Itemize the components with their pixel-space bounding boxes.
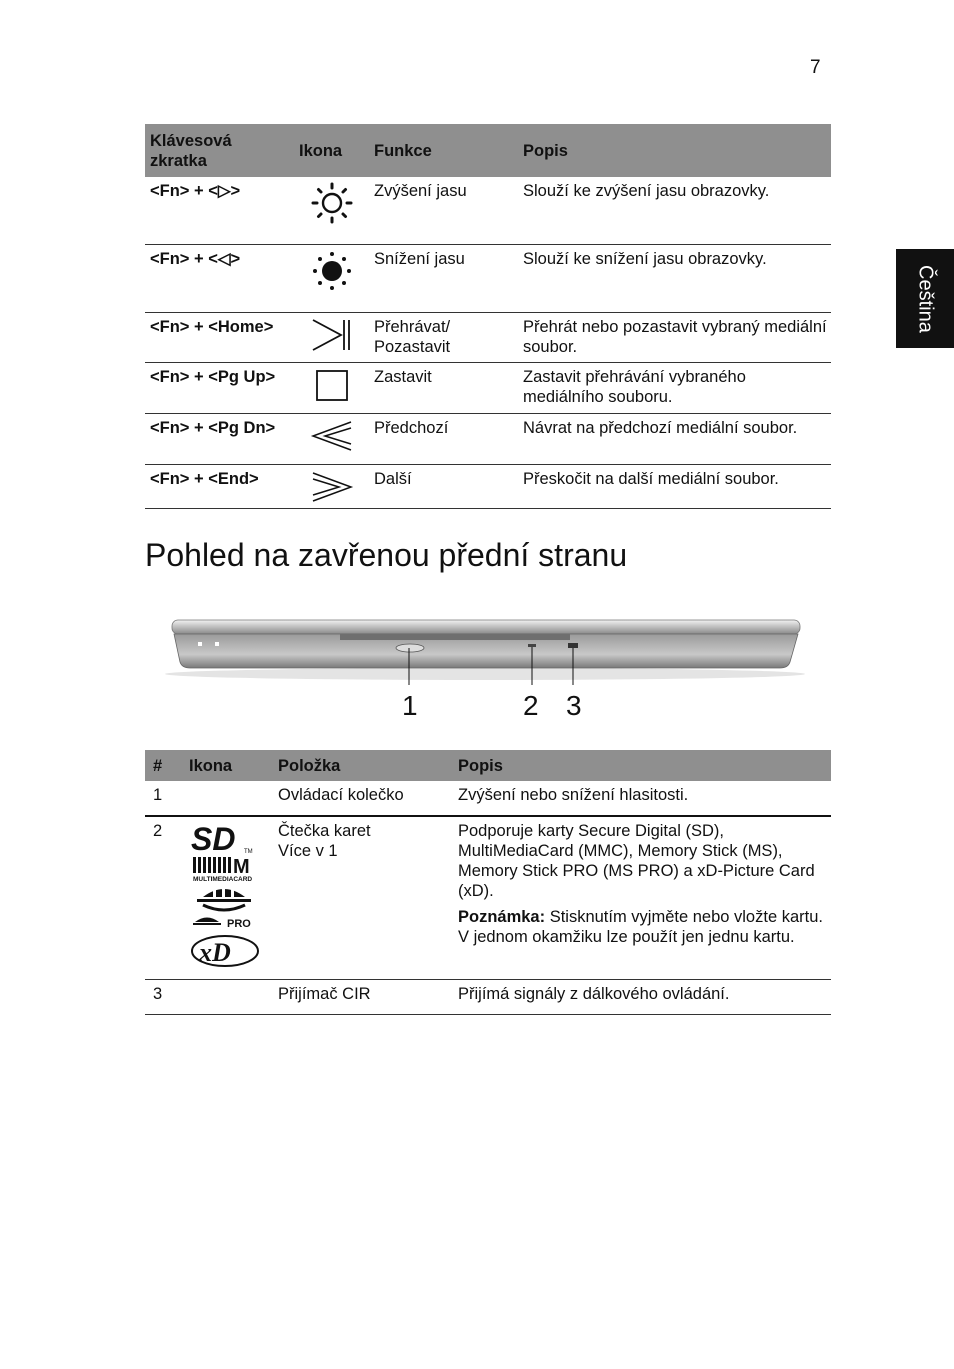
function-name: Zvýšení jasu [369, 177, 518, 244]
svg-text:xD: xD [199, 938, 231, 967]
header-number: # [145, 750, 181, 781]
table-row [145, 980, 831, 1015]
multimediacard-logo-icon [189, 855, 259, 883]
table-row [145, 816, 831, 980]
stop-icon [312, 367, 352, 403]
table-row [145, 362, 831, 413]
row-number: 3 [145, 980, 181, 1015]
svg-text:MULTIMEDIACARD: MULTIMEDIACARD [193, 876, 253, 883]
callout-3: 3 [566, 690, 582, 721]
row-number: 1 [145, 781, 181, 816]
brightness-down-icon [310, 249, 354, 293]
function-name: Snížení jasu [369, 244, 518, 312]
table-row [145, 312, 831, 362]
item-name: Čtečka karet [278, 822, 371, 840]
function-description: Přeskočit na další mediální soubor. [518, 464, 831, 508]
header-description: Popis [450, 750, 831, 781]
function-description: Slouží ke zvýšení jasu obrazovky. [518, 177, 831, 244]
header-item: Položka [270, 750, 450, 781]
svg-text:SD: SD [191, 821, 236, 855]
shortcut-table [145, 124, 831, 509]
note-label: Poznámka: [458, 908, 546, 926]
note-text: Stisknutím vyjměte nebo vložte kartu. V jednom okamžiku lze použít jen jednu kartu. [458, 908, 823, 946]
header-icon: Ikona [181, 750, 270, 781]
shortcut-keys: <Fn> + <Pg Up> [145, 362, 294, 413]
svg-text:TM: TM [244, 849, 253, 855]
sd-card-logo-icon [189, 821, 259, 855]
svg-text:M: M [233, 856, 250, 878]
item-description: Podporuje karty Secure Digital (SD), MultiMediaCard (MMC), Memory Stick (MS), Memory Stick PRO (MS PRO) a xD-Picture Card (xD). [458, 822, 815, 900]
function-description: Přehrát nebo pozastavit vybraný mediální soubor. [518, 312, 831, 362]
function-description: Slouží ke snížení jasu obrazovky. [518, 244, 831, 312]
header-description: Popis [518, 124, 831, 177]
memory-stick-pro-logo-icon [189, 913, 259, 931]
memory-stick-logo-icon [189, 883, 259, 913]
row-number: 2 [145, 816, 181, 980]
item-name: Přijímač CIR [270, 980, 450, 1015]
function-name: Přehrávat/ Pozastavit [369, 312, 518, 362]
item-description: Zvýšení nebo snížení hlasitosti. [450, 781, 831, 816]
item-description: Přijímá signály z dálkového ovládání. [450, 980, 831, 1015]
item-name-line2: Více v 1 [278, 842, 338, 860]
table-row [145, 464, 831, 508]
play-pause-icon [309, 317, 355, 353]
brightness-up-icon [310, 181, 354, 225]
table-row [145, 177, 831, 244]
shortcut-keys: <Fn> + <Home> [145, 312, 294, 362]
function-name: Další [369, 464, 518, 508]
table-row [145, 413, 831, 464]
section-title: Pohled na zavřenou přední stranu [145, 537, 628, 573]
table-row [145, 244, 831, 312]
item-name: Ovládací kolečko [270, 781, 450, 816]
ports-table-header [145, 750, 831, 781]
shortcut-keys: <Fn> + <Pg Dn> [145, 413, 294, 464]
shortcut-keys: <Fn> + <◁> [145, 244, 294, 312]
next-icon [307, 469, 357, 505]
shortcut-keys: <Fn> + <End> [145, 464, 294, 508]
callout-1: 1 [402, 690, 418, 721]
header-shortcut: Klávesová zkratka [145, 124, 294, 177]
callout-2: 2 [523, 690, 539, 721]
function-description: Návrat na předchozí mediální soubor. [518, 413, 831, 464]
header-icon: Ikona [294, 124, 369, 177]
language-tab [896, 249, 954, 348]
ports-table [145, 750, 831, 1015]
function-name: Předchozí [369, 413, 518, 464]
laptop-front-illustration [160, 610, 810, 730]
note [458, 907, 825, 947]
svg-text:PRO: PRO [227, 918, 251, 930]
previous-icon [307, 418, 357, 454]
shortcut-keys: <Fn> + <▷> [145, 177, 294, 244]
header-function: Funkce [369, 124, 518, 177]
function-description: Zastavit přehrávání vybraného mediálního souboru. [518, 362, 831, 413]
shortcut-table-header [145, 124, 831, 177]
page-number: 7 [810, 57, 821, 78]
xd-picture-card-logo-icon [189, 931, 261, 969]
function-name: Zastavit [369, 362, 518, 413]
table-row [145, 781, 831, 816]
language-tab-label: Čeština [914, 264, 937, 333]
